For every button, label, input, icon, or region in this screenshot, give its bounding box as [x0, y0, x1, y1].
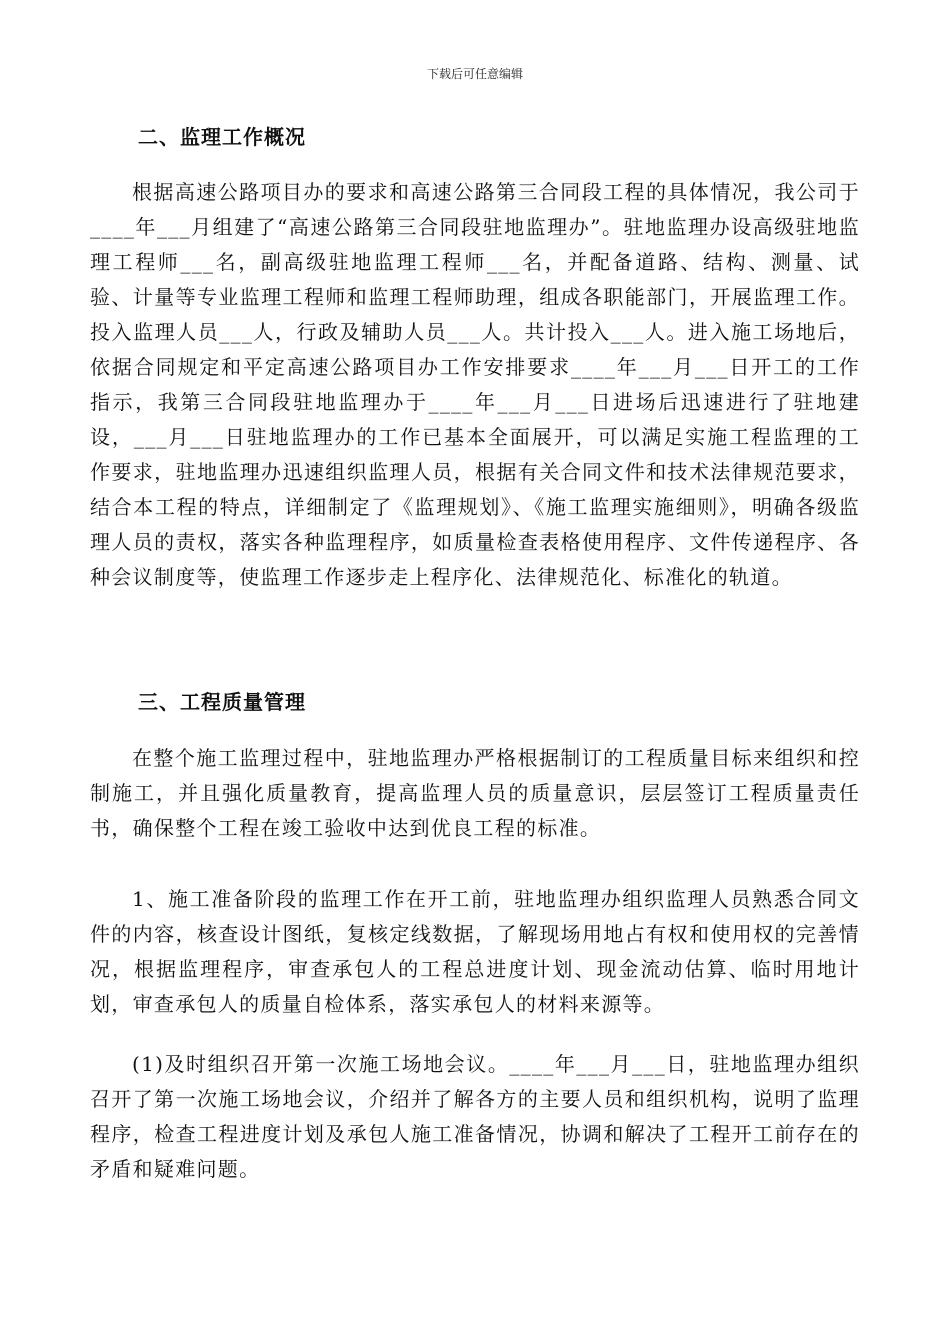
section-2-paragraph: 根据高速公路项目办的要求和高速公路第三合同段工程的具体情况，我公司于____年___月组建了“高速公路第三合同段驻地监理办”。驻地监理办设高级驻地监理工程师___名，副高级驻地监理工程师___名，并配备道路、结构、测量、试验、计量等专业监理工程师和监理工程师助理，组成各职能部门，开展监理工作。投入监理人员___人，行政及辅助人员___人。共计投入___人。进入施工场地后，依据合同规定和平定高速公路项目办工作安排要求____年___月___日开工的工作指示，我第三合同段驻地监理办于____年___月___日进场后迅速进行了驻地建设，___月___日驻地监理办的工作已基本全面展开，可以满足实施工程监理的工作要求，驻地监理办迅速组织监理人员，根据有关合同文件和技术法律规范要求，结合本工程的特点，详细制定了《监理规划》、《施工监理实施细则》，明确各级监理人员的责权，落实各种监理程序，如质量检查表格使用程序、文件传递程序、各种会议制度等，使监理工作逐步走上程序化、法律规范化、标准化的轨道。 — [90, 180, 860, 589]
section-heading-3: 三、工程质量管理 — [138, 690, 306, 714]
section-3-paragraph-2: 1、施工准备阶段的监理工作在开工前，驻地监理办组织监理人员熟悉合同文件的内容，核查设计图纸，复核定线数据，了解现场用地占有权和使用权的完善情况，根据监理程序，审查承包人的工程总进度计划、现金流动估算、临时用地计划，审查承包人的质量自检体系，落实承包人的材料来源等。 — [90, 887, 860, 1016]
section-3-paragraph-3: (1)及时组织召开第一次施工场地会议。____年___月___日，驻地监理办组织召开了第一次施工场地会议，介绍并了解各方的主要人员和组织机构，说明了监理程序，检查工程进度计划及承包人施工准备情况，协调和解决了工程开工前存在的矛盾和疑难问题。 — [90, 1052, 860, 1181]
section-3-paragraph-1: 在整个施工监理过程中，驻地监理办严格根据制订的工程质量目标来组织和控制施工，并且强化质量教育，提高监理人员的质量意识，层层签订工程质量责任书，确保整个工程在竣工验收中达到优良工程的标准。 — [90, 746, 860, 840]
header-note: 下载后可任意编辑 — [426, 67, 523, 81]
section-heading-2: 二、监理工作概况 — [138, 125, 306, 149]
